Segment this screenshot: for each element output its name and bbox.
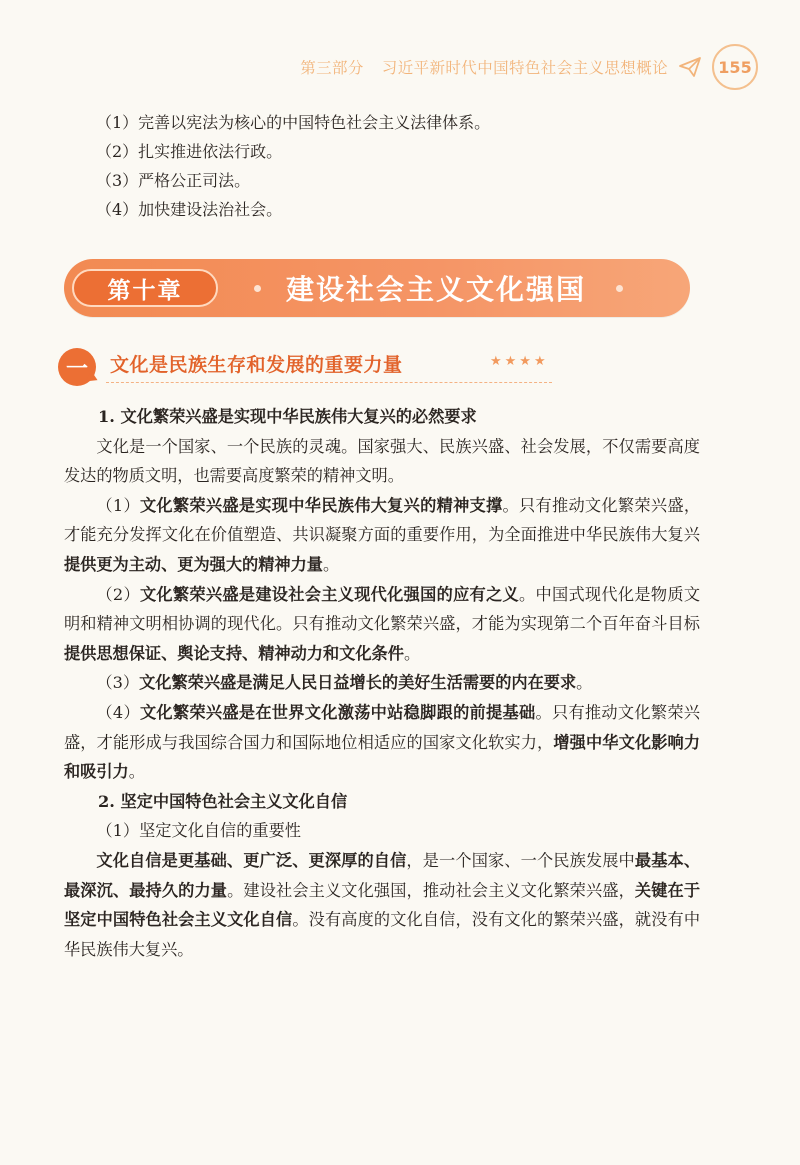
bold-phrase: 提供更为主动、更为强大的精神力量 [64, 554, 323, 574]
page-header [300, 44, 758, 90]
paragraph [64, 580, 700, 669]
text: 。没有高度的文化自信，没有文化的繁荣兴盛，就没有中华民族伟大复兴。 [64, 910, 701, 959]
bold-phrase: 文化繁荣兴盛是建设社会主义现代化强国的应有之义 [139, 584, 520, 604]
section-heading [58, 346, 558, 386]
paragraph [64, 491, 700, 580]
text: 。中国式现代化是物质文明和精神文明相协调的现代化。只有推动文化繁荣兴盛，才能为实现第二个百年奋斗目标 [64, 584, 701, 634]
paragraph [64, 846, 700, 964]
text: 。建设社会主义文化强国，推动社会主义文化繁荣兴盛， [227, 880, 635, 900]
item-number: （3） [96, 673, 140, 693]
list-item: （1）完善以宪法为核心的中国特色社会主义法律体系。 [96, 113, 491, 132]
bold-phrase: 文化繁荣兴盛是在世界文化激荡中站稳脚跟的前提基础 [139, 702, 536, 722]
book-title: 习近平新时代中国特色社会主义思想概论 [381, 59, 668, 77]
paragraph [64, 698, 700, 787]
list-item: （4）加快建设法治社会。 [96, 200, 283, 219]
paper-plane-icon [678, 55, 702, 79]
paragraph [64, 668, 700, 698]
section-underline [106, 382, 552, 383]
text: 。只有推动文化繁荣兴盛，才能形成与我国综合国力和国际地位相适应的国家文化软实力， [64, 702, 700, 752]
body-text [64, 402, 700, 964]
chapter-title: 建设社会主义文化强国 [286, 273, 587, 306]
text: 。 [128, 762, 145, 782]
banner-dot [254, 285, 261, 292]
text: 。 [323, 554, 340, 574]
bold-phrase: 文化繁荣兴盛是满足人民日益增长的美好生活需要的内在要求 [139, 673, 577, 693]
banner-dot [616, 285, 623, 292]
paragraph: （1）坚定文化自信的重要性 [96, 821, 301, 841]
subheading: 1. 文化繁荣兴盛是实现中华民族伟大复兴的必然要求 [98, 407, 477, 426]
section-number: 一 [65, 356, 88, 382]
paragraph: 文化是一个国家、一个民族的灵魂。国家强大、民族兴盛、社会发展，不仅需要高度发达的物质文明，也需要高度繁荣的精神文明。 [64, 436, 700, 486]
list-item: （2）扎实推进依法行政。 [96, 142, 283, 161]
page-number: 155 [712, 44, 758, 90]
text: ，是一个国家、一个民族发展中 [406, 850, 635, 870]
bold-phrase: 最基本、最深沉、最持久的力量 [64, 850, 701, 900]
importance-stars: ★★★★ [490, 354, 549, 369]
bold-phrase: 增强中华文化影响力和吸引力 [64, 732, 701, 782]
chapter-banner [64, 259, 690, 317]
bold-phrase: 文化繁荣兴盛是实现中华民族伟大复兴的精神支撑 [139, 495, 503, 515]
item-number: （4） [96, 702, 140, 722]
subheading: 2. 坚定中国特色社会主义文化自信 [98, 791, 348, 811]
bold-phrase: 文化自信是更基础、更广泛、更深厚的自信 [96, 850, 407, 870]
text: 。 [403, 643, 421, 663]
top-list [96, 108, 716, 224]
item-number: （1） [96, 495, 140, 515]
part-label: 第三部分 [300, 59, 364, 77]
section-title: 文化是民族生存和发展的重要力量 [110, 354, 403, 376]
item-number: （2） [96, 584, 140, 604]
bold-phrase: 提供思想保证、舆论支持、精神动力和文化条件 [64, 643, 404, 663]
text: 。 [576, 673, 593, 693]
running-head [300, 56, 668, 78]
bold-phrase: 关键在于坚定中国特色社会主义文化自信 [64, 880, 701, 930]
chapter-label: 第十章 [72, 269, 218, 307]
text: 。只有推动文化繁荣兴盛，才能充分发挥文化在价值塑造、共识凝聚方面的重要作用，为全面推进中华民族伟大复兴 [64, 495, 701, 545]
list-item: （3）严格公正司法。 [96, 171, 251, 190]
